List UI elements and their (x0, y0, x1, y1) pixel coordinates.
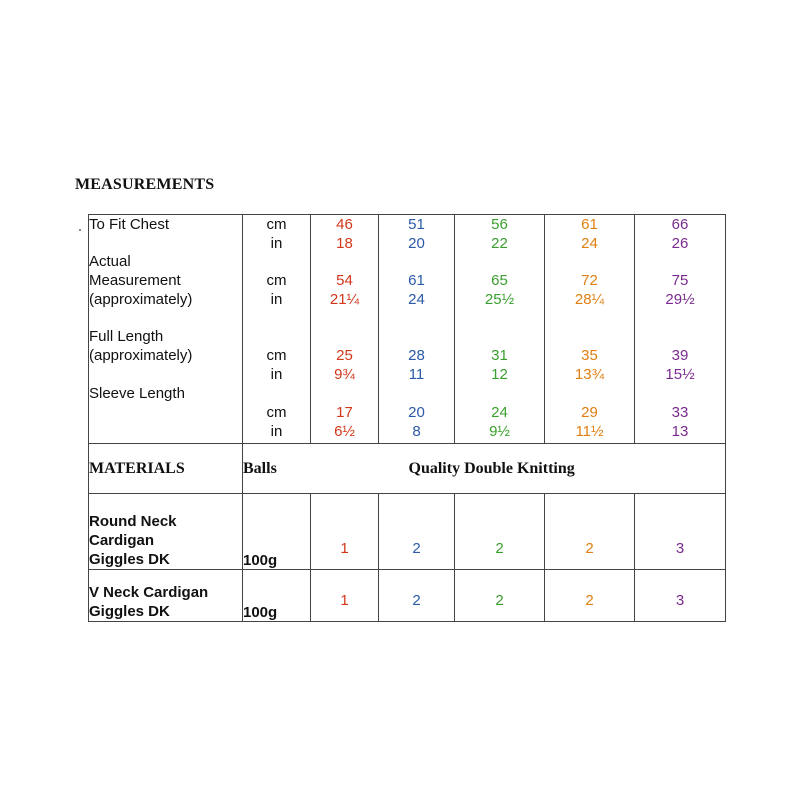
value-in: 8 (412, 423, 421, 440)
measurement-label-line: Full Length (89, 328, 164, 345)
unit-label: in (270, 423, 283, 440)
value-in: 13 (671, 423, 689, 440)
unit-label: cm (266, 272, 287, 289)
value-in: 20 (408, 235, 425, 252)
unit-label: cm (266, 404, 287, 421)
material-balls-size-4: 2 (545, 494, 635, 570)
measurement-value-pair (635, 346, 725, 403)
measurement-unit-pair (243, 403, 310, 443)
unit-label: in (270, 291, 283, 308)
material-name (89, 570, 243, 622)
material-balls-size-1: 1 (311, 494, 379, 570)
unit-label: cm (266, 347, 287, 364)
value-cm: 72 (581, 272, 598, 289)
measurement-value-pair (545, 403, 634, 443)
value-in: 9½ (489, 423, 510, 440)
value-in: 26 (671, 235, 689, 252)
material-name (89, 494, 243, 570)
measurement-value-pair (545, 252, 634, 346)
value-cm: 29 (581, 404, 598, 421)
material-balls-size-5: 3 (635, 494, 726, 570)
size-column-4 (545, 215, 635, 444)
measurement-value-pair (635, 252, 725, 346)
value-cm: 61 (581, 216, 598, 233)
value-in: 13¾ (574, 366, 605, 383)
value-in: 24 (408, 291, 425, 308)
measurement-value-pair (311, 403, 378, 443)
material-balls-size-3: 2 (455, 570, 545, 622)
value-in: 12 (491, 366, 508, 383)
material-row-v-neck (89, 570, 726, 622)
measurement-label-line: (approximately) (89, 291, 193, 308)
stray-dot (79, 229, 81, 231)
value-in: 9¾ (334, 366, 355, 383)
value-cm: 20 (408, 404, 425, 421)
measurement-value-pair (455, 403, 544, 443)
value-in: 18 (336, 235, 353, 252)
measurement-value-pair (545, 346, 634, 403)
measurement-value-pair (455, 252, 544, 346)
material-balls-size-1: 1 (311, 570, 379, 622)
measurement-label-line: To Fit Chest (89, 216, 170, 233)
material-balls-size-5: 3 (635, 570, 726, 622)
measurement-label (89, 327, 242, 384)
value-cm: 39 (671, 347, 689, 364)
measurement-label-line: Measurement (89, 272, 181, 289)
value-cm: 31 (491, 347, 508, 364)
unit-label: in (270, 366, 283, 383)
measurement-units (243, 215, 311, 444)
value-in: 25½ (484, 291, 515, 308)
measurement-label-line: Sleeve Length (89, 385, 185, 402)
value-in: 11 (408, 366, 425, 383)
value-cm: 17 (336, 404, 353, 421)
materials-heading: MATERIALS (89, 444, 243, 494)
measurement-value-pair (311, 215, 378, 252)
value-cm: 28 (408, 347, 425, 364)
measurement-unit-pair (243, 215, 310, 252)
value-cm: 66 (671, 216, 689, 233)
value-in: 29½ (665, 291, 695, 308)
measurement-label (89, 384, 242, 424)
material-balls-size-3: 2 (455, 494, 545, 570)
value-in: 6½ (334, 423, 355, 440)
measurement-label-line: Actual (89, 253, 131, 270)
measurement-value-pair (635, 215, 725, 252)
measurement-value-pair (455, 215, 544, 252)
measurement-value-pair (379, 215, 454, 252)
measurement-label (89, 252, 242, 327)
measurement-label-line: (approximately) (89, 347, 193, 364)
value-cm: 51 (408, 216, 425, 233)
size-column-3 (455, 215, 545, 444)
balls-heading: Balls (243, 444, 379, 494)
value-cm: 25 (336, 347, 353, 364)
material-name-line: Giggles DK (89, 551, 170, 568)
value-cm: 56 (491, 216, 508, 233)
unit-label: in (270, 235, 283, 252)
value-cm: 35 (581, 347, 598, 364)
material-row-round-neck (89, 494, 726, 570)
measurement-unit-pair (243, 252, 310, 346)
material-balls-size-2: 2 (379, 494, 455, 570)
value-cm: 33 (671, 404, 689, 421)
value-cm: 75 (671, 272, 689, 289)
measurement-value-pair (635, 403, 725, 443)
quality-heading: Quality Double Knitting (379, 444, 726, 494)
value-in: 28¼ (574, 291, 605, 308)
value-cm: 46 (336, 216, 353, 233)
measurement-value-pair (455, 346, 544, 403)
measurement-value-pair (379, 403, 454, 443)
page-title: MEASUREMENTS (75, 176, 215, 193)
size-column-5 (635, 215, 726, 444)
measurement-label (89, 215, 242, 252)
measurement-value-pair (311, 252, 378, 346)
unit-label: cm (266, 216, 287, 233)
value-cm: 24 (491, 404, 508, 421)
material-weight: 100g (243, 494, 311, 570)
material-name-line: Cardigan (89, 532, 155, 549)
value-in: 15½ (665, 366, 695, 383)
material-name-line: Round Neck (89, 513, 177, 530)
material-name-line: Giggles DK (89, 603, 170, 620)
value-cm: 54 (336, 272, 353, 289)
measurement-value-pair (311, 346, 378, 403)
measurements-table (88, 214, 726, 622)
value-in: 24 (581, 235, 598, 252)
value-in: 22 (491, 235, 508, 252)
materials-header-row (89, 444, 726, 494)
measurement-labels (89, 215, 243, 444)
value-cm: 61 (408, 272, 425, 289)
size-column-2 (379, 215, 455, 444)
measurement-value-pair (379, 346, 454, 403)
value-cm: 65 (491, 272, 508, 289)
measurements-block (89, 215, 726, 444)
measurement-unit-pair (243, 346, 310, 403)
material-balls-size-4: 2 (545, 570, 635, 622)
material-name-line: V Neck Cardigan (89, 584, 209, 601)
value-in: 11½ (575, 423, 604, 440)
measurement-value-pair (545, 215, 634, 252)
material-weight: 100g (243, 570, 311, 622)
measurement-value-pair (379, 252, 454, 346)
material-balls-size-2: 2 (379, 570, 455, 622)
value-in: 21¼ (329, 291, 360, 308)
size-column-1 (311, 215, 379, 444)
